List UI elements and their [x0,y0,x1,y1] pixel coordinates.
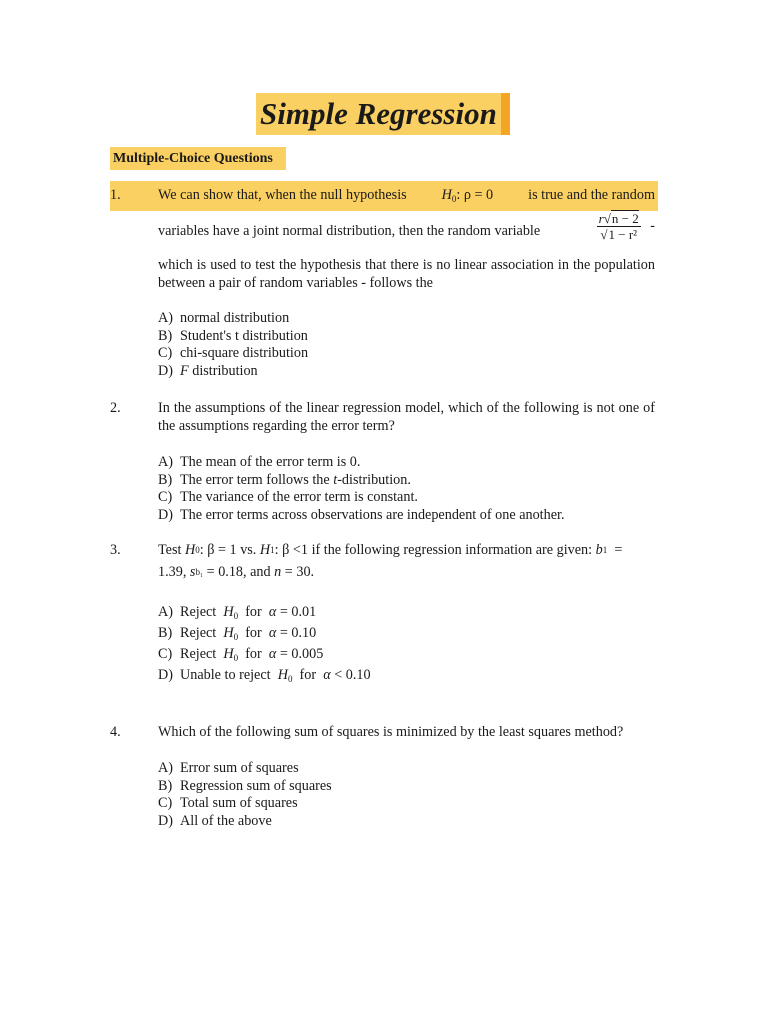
question-number: 2. [110,400,121,416]
section-heading: Multiple-Choice Questions [110,147,286,170]
option-d: D) F distribution [158,362,258,379]
question-1-options [158,310,655,380]
option-b: B) Reject $H_0$ for α = 0.10 [158,625,317,642]
question-1-text: which is used to test the hypothesis that there is no linear association in the population between a pair of random variables - follows the [158,257,655,291]
option-d: D) Unable to reject $H_0$ for α < 0.10 [158,667,371,684]
question-number: 1. [110,187,121,203]
question-4-text: Which of the following sum of squares is minimized by the least squares method? [158,724,624,740]
page-title: Simple Regression [256,93,510,135]
option-a: A) Reject $H_0$ for α = 0.01 [158,604,317,621]
question-3-options [158,604,655,688]
test-statistic-fraction: $\frac{r√n - 2}{\text{√1 − r²}}$ [598,211,639,242]
question-2-options [158,454,655,524]
option-b: B) The error term follows the t-distribution. [158,471,411,488]
option-a: A) normal distribution [158,310,290,326]
option-b: B) Regression sum of squares [158,777,332,794]
option-c: C) The variance of the error term is constant. [158,489,418,505]
option-a: A) The mean of the error term is 0. [158,454,361,470]
question-1-line-1: We can show that, when the null hypothesis $H_0$: ρ = 0 is true and the random [158,187,655,209]
question-3-line-2: 1.39, s b₁ = 0.18, and n = 30. [158,564,315,580]
option-d: D) All of the above [158,812,272,829]
question-3-line-1: Test H 0 : β = 1 vs. H 1 : β <1 if the following regression information are given: b 1 = [158,542,623,558]
option-c: C) Reject $H_0$ for α = 0.005 [158,646,324,663]
question-number: 3. [110,542,121,558]
question-number: 4. [110,724,121,740]
option-d: D) The error terms across observations are independent of one another. [158,506,565,523]
option-c: C) chi-square distribution [158,345,309,361]
option-a: A) Error sum of squares [158,760,299,776]
question-2-text: In the assumptions of the linear regression model, which of the following is not one of the assumptions regarding the error term? [158,400,655,434]
question-4-options [158,760,655,830]
question-1-line-2: variables have a joint normal distribution, then the random variable $\frac{r√n - 2}{\text{√1 − r²}}$ - [158,211,655,242]
null-hypothesis: $H_0$: ρ = 0 [441,187,494,204]
option-b: B) Student's t distribution [158,327,308,344]
option-c: C) Total sum of squares [158,795,298,811]
